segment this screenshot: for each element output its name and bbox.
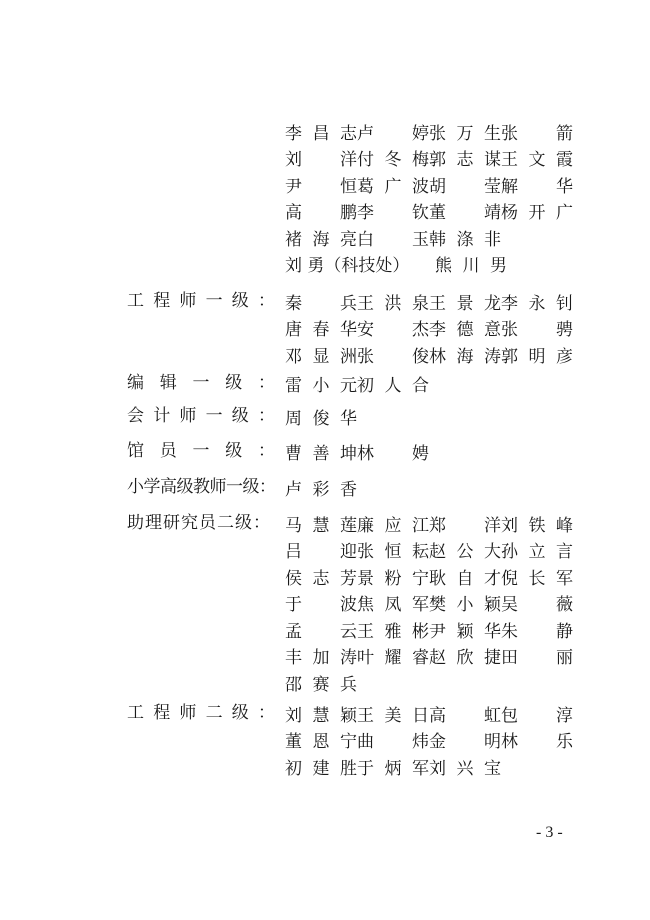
name-row [285,341,585,368]
person-name: 初 建 胜 [285,758,357,779]
person-name: 白 玉 [357,229,429,250]
person-name: 朱 静 [501,621,573,642]
person-name: 高 虹 [429,705,501,726]
person-name: 林 海 涛 [429,346,501,367]
name-row [285,616,585,643]
person-name: 张 箭 [501,123,573,144]
person-name: 于 炳 军 [357,758,429,779]
person-name: 王 雅 彬 [357,621,429,642]
person-name: 曹 善 坤 [285,443,357,464]
person-name: 李 钦 [357,203,429,224]
name-row [285,251,585,278]
person-name: 葛 广 波 [357,176,429,197]
name-row [285,753,585,780]
person-name: 刘 慧 颖 [285,705,357,726]
name-row [285,438,585,465]
person-name: 林 娉 [357,443,429,464]
person-name: 赵 欣 捷 [429,648,501,669]
name-row [285,145,585,172]
name-row [285,474,585,501]
person-name: 张 万 生 [429,123,501,144]
person-name: 褚 海 亮 [285,229,357,250]
person-name: 吕 迎 [285,542,357,563]
person-name: 吴 薇 [501,595,573,616]
name-row [285,727,585,754]
person-name: 李 德 意 [429,320,501,341]
person-name: 刘 勇（科技处） [285,256,410,277]
person-name: 倪 长 军 [501,568,573,589]
person-name: 卢 彩 香 [285,479,357,500]
person-name: 焦 凤 军 [357,595,429,616]
name-list [285,403,585,430]
group-label: 工 程 师 一 级 ： [127,291,275,311]
person-name: 李 永 钊 [501,293,573,314]
person-name: 胡 莹 [429,176,501,197]
name-row [285,643,585,670]
person-name: 孙 立 言 [501,542,573,563]
person-name: 景 粉 宁 [357,568,429,589]
person-name: 唐 春 华 [285,320,357,341]
name-list [285,370,585,397]
person-name: 李 昌 志 [285,123,357,144]
group-label: 编 辑 一 级 ： [127,373,275,393]
person-name: 林 乐 [501,732,573,753]
person-name: 韩 涤 非 [429,229,501,250]
person-name: 王 景 龙 [429,293,501,314]
name-row [285,537,585,564]
name-row [285,563,585,590]
person-name: 侯 志 芳 [285,568,357,589]
name-row [285,118,585,145]
person-name: 耿 自 才 [429,568,501,589]
name-row [285,370,585,397]
name-row [285,171,585,198]
name-list [285,118,585,277]
person-name: 赵 公 大 [429,542,501,563]
group-label: 工 程 师 二 级 ： [127,703,275,723]
name-list [285,510,585,696]
name-row [285,700,585,727]
person-name: 王 美 日 [357,705,429,726]
person-name: 郭 志 谋 [429,150,501,171]
name-list [285,700,585,780]
person-name: 丰 加 涛 [285,648,357,669]
person-name: 刘 洋 [285,150,357,171]
person-name: 马 慧 莲 [285,515,357,536]
name-row [285,590,585,617]
person-name: 卢 婷 [357,123,429,144]
person-name: 刘 兴 宝 [429,758,501,779]
name-row [285,315,585,342]
person-name: 付 冬 梅 [357,150,429,171]
person-name: 邓 显 洲 [285,346,357,367]
person-name: 廉 应 江 [357,515,429,536]
person-name: 金 明 [429,732,501,753]
person-name: 高 鹏 [285,203,357,224]
person-name: 熊 川 男 [435,256,507,277]
person-name: 叶 耀 睿 [357,648,429,669]
person-name: 张 骋 [501,320,573,341]
person-name: 张 俊 [357,346,429,367]
name-row [285,288,585,315]
name-list [285,474,585,501]
person-name: 樊 小 颖 [429,595,501,616]
person-name: 尹 恒 [285,176,357,197]
name-row [285,224,585,251]
person-name: 周 俊 华 [285,408,357,429]
name-list [285,438,585,465]
name-row [285,510,585,537]
person-name: 田 丽 [501,648,573,669]
person-name: 雷 小 元 [285,375,357,396]
person-name: 孟 云 [285,621,357,642]
group-label: 小学高级教师一级： [127,477,276,497]
group-label: 会 计 师 一 级 ： [127,406,275,426]
person-name: 董 靖 [429,203,501,224]
name-list [285,288,585,368]
person-name: 秦 兵 [285,293,357,314]
person-name: 董 恩 宁 [285,732,357,753]
person-name: 解 华 [501,176,573,197]
person-name: 郭 明 彦 [501,346,573,367]
name-row [285,198,585,225]
person-name: 郑 洋 [429,515,501,536]
person-name: 尹 颖 华 [429,621,501,642]
person-name: 刘 铁 峰 [501,515,573,536]
group-label: 馆 员 一 级 ： [127,441,275,461]
person-name: 曲 炜 [357,732,429,753]
person-name: 初 人 合 [357,375,429,396]
person-name: 安 杰 [357,320,429,341]
person-name: 邵 赛 兵 [285,674,357,695]
person-name: 王 洪 泉 [357,293,429,314]
person-name: 于 波 [285,595,357,616]
group-label: 助理研究员二级： [127,513,271,533]
page-number: - 3 - [536,824,563,841]
person-name: 王 文 霞 [501,150,573,171]
person-name: 包 淳 [501,705,573,726]
person-name: 杨 开 广 [501,203,573,224]
name-row [285,669,585,696]
name-row [285,403,585,430]
person-name: 张 恒 耘 [357,542,429,563]
